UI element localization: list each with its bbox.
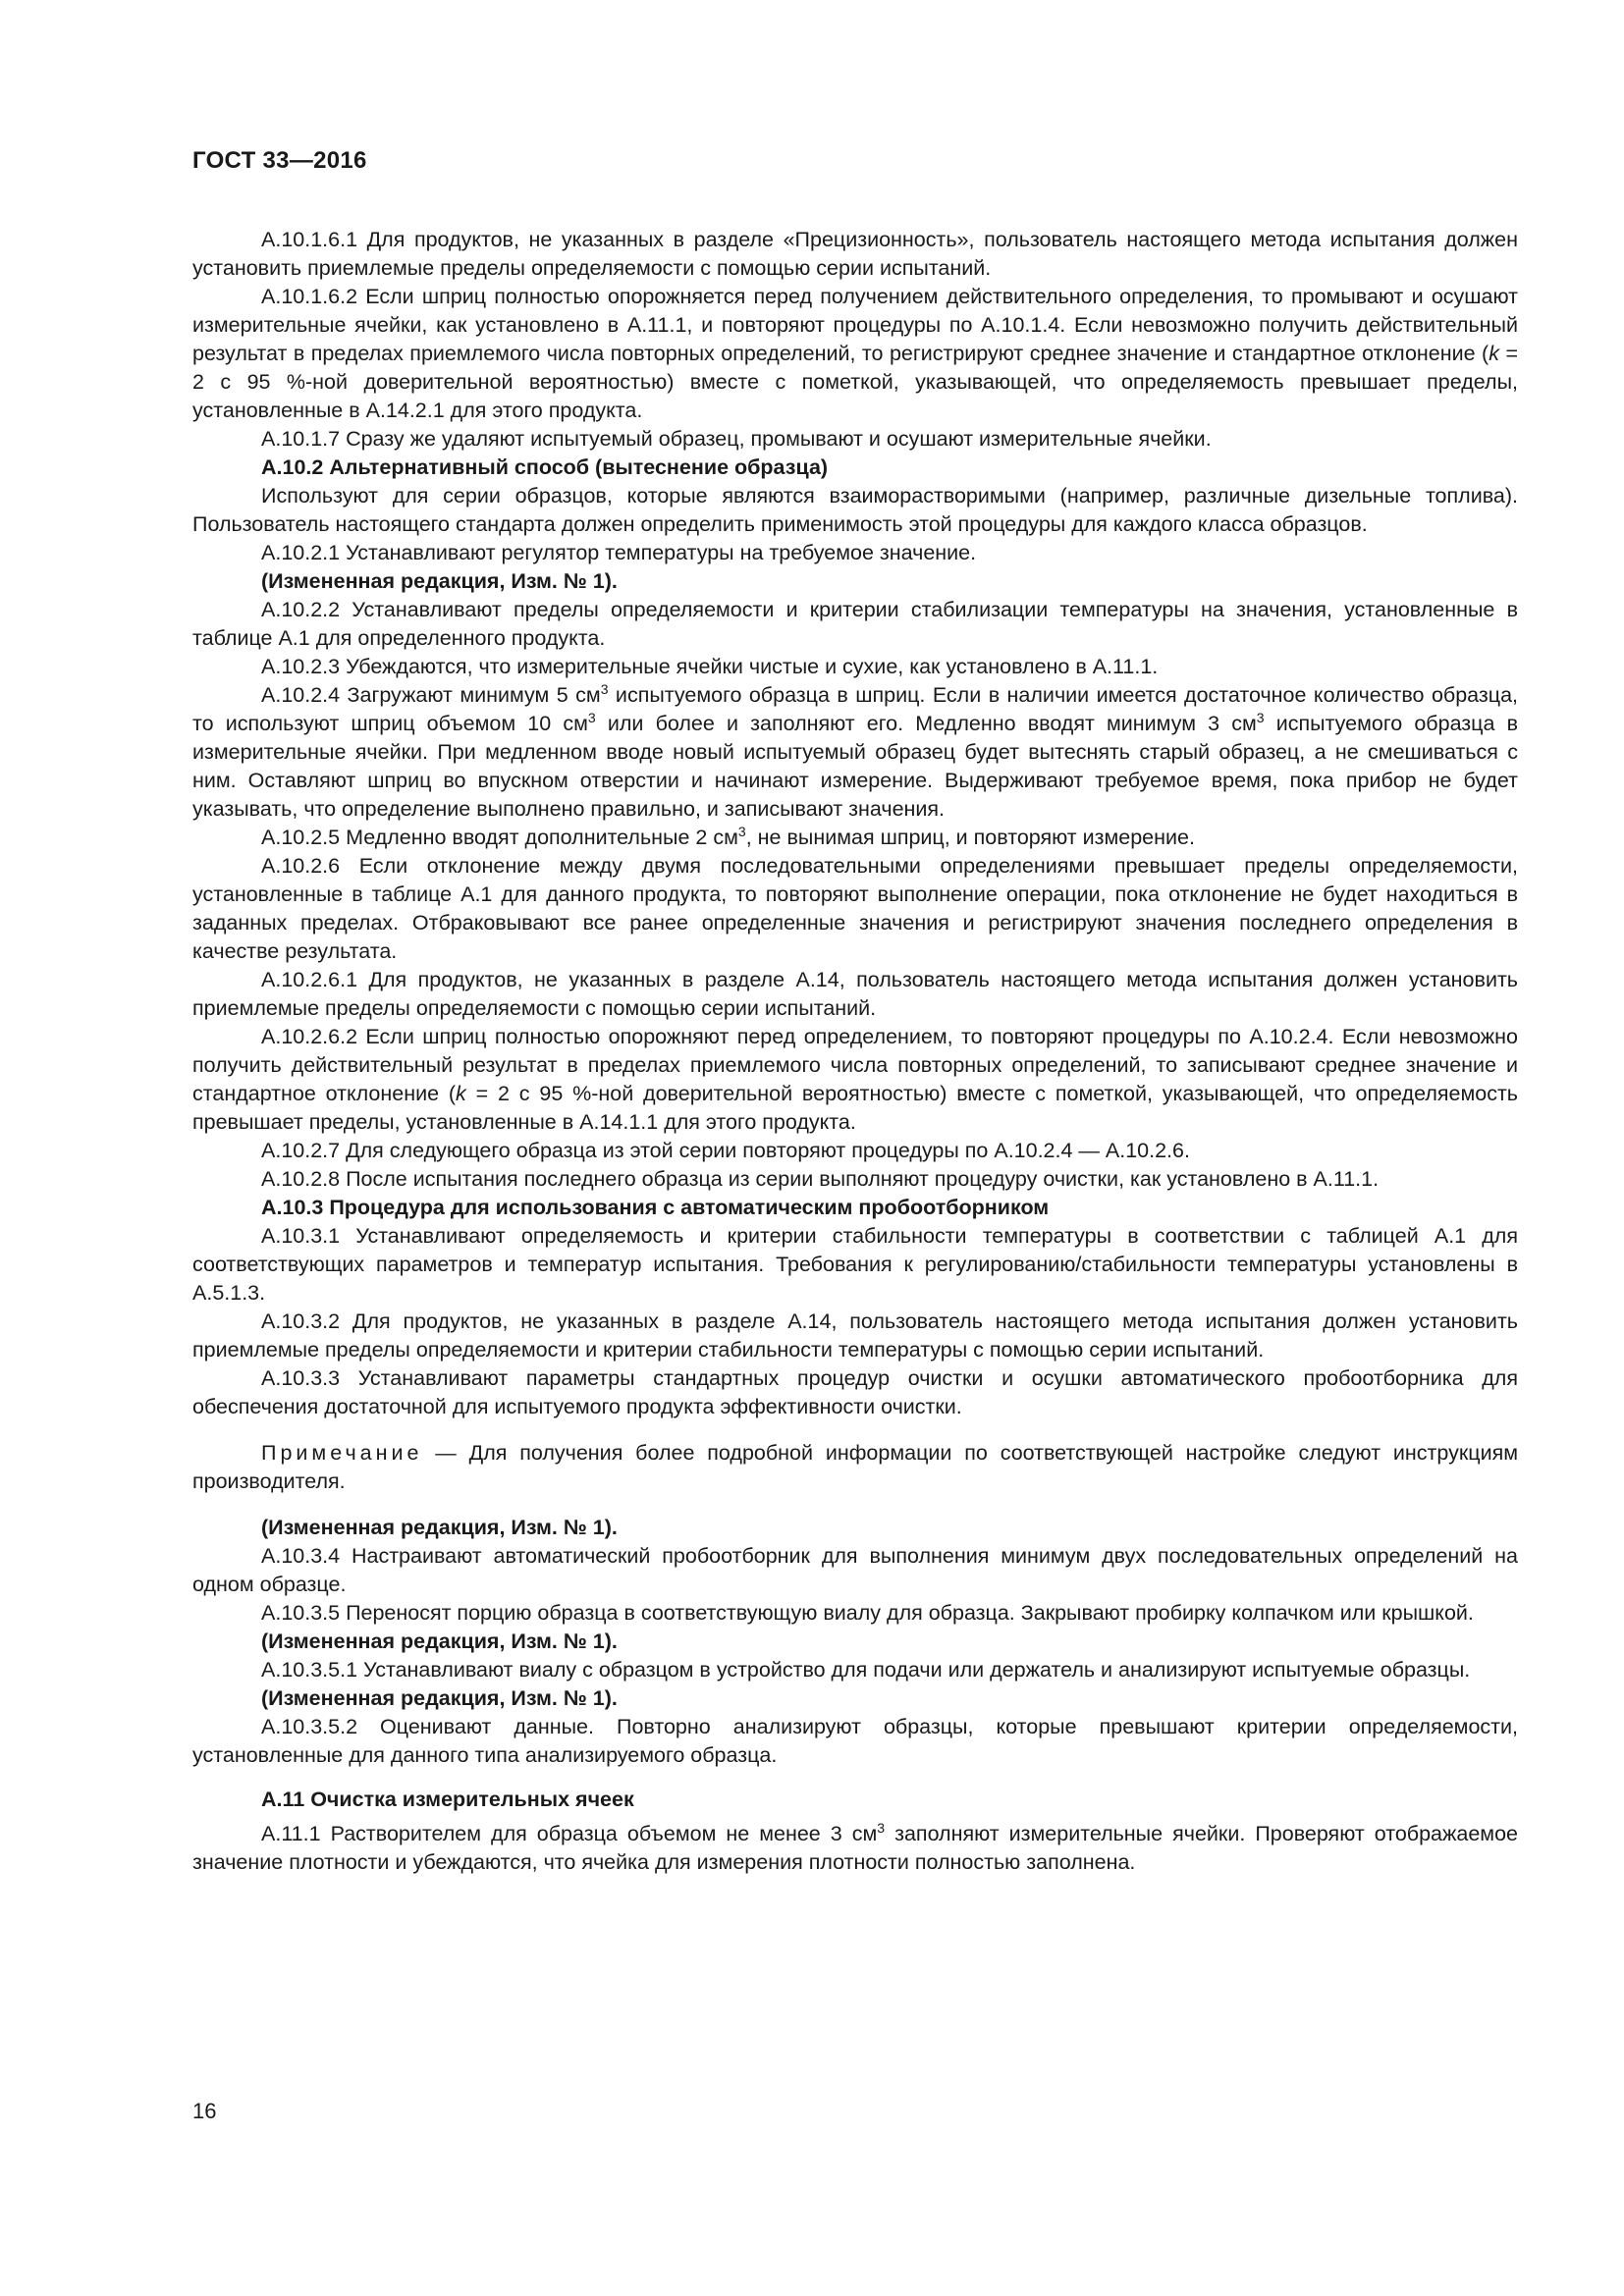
paragraph-a1021: А.10.2.1 Устанавливают регулятор температуры на требуемое значение. — [261, 541, 977, 564]
paragraph-a102-intro: Используют для серии образцов, которые являются взаиморастворимыми (например, различные дизельные топлива). Пользователь настоящего стандарта должен определить применимость этой процедуры для каждого класса образцов. — [192, 484, 1518, 536]
paragraph-a10262: А.10.2.6.2 Если шприц полностью опорожняют перед определением, то повторяют процедуры по А.10.2.4. Если невозможно получить действительный результат в пределах приемлемого числа повторных определений, то записывают среднее значение и стандартное отклонение (k = 2 с 95 %-ной доверительной вероятностью) вместе с пометкой, указывающей, что определяемость превышает пределы, установленные в А.14.1.1 для этого продукта. — [192, 1025, 1518, 1134]
paragraph-a10352: А.10.3.5.2 Оценивают данные. Повторно анализируют образцы, которые превышают критерии определяемости, установленные для данного типа анализируемого образца. — [192, 1715, 1518, 1767]
paragraph-a1027: А.10.2.7 Для следующего образца из этой серии повторяют процедуры по А.10.2.4 — А.10.2.6. — [261, 1139, 1190, 1162]
heading-a103: А.10.3 Процедура для использования с автоматическим пробоотборником — [261, 1196, 1050, 1219]
page-number: 16 — [192, 2099, 217, 2123]
document-header: ГОСТ 33—2016 — [192, 147, 367, 174]
paragraph-a1033: А.10.3.3 Устанавливают параметры стандартных процедур очистки и осушки автоматического пробоотборника для обеспечения достаточной для испытуемого продукта эффективности очистки. — [192, 1366, 1518, 1418]
paragraph-a10261: А.10.2.6.1 Для продуктов, не указанных в разделе А.14, пользователь настоящего метода испытания должен установить приемлемые пределы определяемости с помощью серии испытаний. — [192, 968, 1518, 1020]
amendment-note: (Измененная редакция, Изм. № 1). — [261, 569, 618, 593]
amendment-note: (Измененная редакция, Изм. № 1). — [261, 1629, 618, 1653]
paragraph-a1034: А.10.3.4 Настраивают автоматический пробоотборник для выполнения минимум двух последовательных определений на одном образце. — [192, 1544, 1518, 1596]
heading-a11: А.11 Очистка измерительных ячеек — [261, 1788, 634, 1811]
note: Примечание — Для получения более подробной информации по соответствующей настройке следуют инструкциям производителя. — [192, 1441, 1518, 1493]
amendment-note: (Измененная редакция, Изм. № 1). — [261, 1516, 618, 1539]
paragraph-a1028: А.10.2.8 После испытания последнего образца из серии выполняют процедуру очистки, как установлено в А.11.1. — [261, 1167, 1380, 1191]
paragraph-a1024: А.10.2.4 Загружают минимум 5 $см^3$ испытуемого образца в шприц. Если в наличии имеется достаточное количество образца, то используют шприц объемом 10 $см^3$ или более и заполняют его. Медленно вводят минимум 3 $см^3$ испытуемого образца в измерительные ячейки. При медленном вводе новый испытуемый образец будет вытеснять старый образец, а не смешиваться с ним. Оставляют шприц во впускном отверстии и начинают измерение. Выдерживают требуемое время, пока прибор не будет указывать, что определение выполнено правильно, и записывают значения. — [192, 681, 1518, 821]
paragraph-a10351: А.10.3.5.1 Устанавливают виалу с образцом в устройство для подачи или держатель и анализируют испытуемые образцы. — [261, 1658, 1471, 1682]
amendment-note: (Измененная редакция, Изм. № 1). — [261, 1686, 618, 1710]
paragraph-a111: А.11.1 Растворителем для образца объемом не менее 3 $см^3$ заполняют измерительные ячейки. Проверяют отображаемое значение плотности и убеждаются, что ячейка для измерения плотности полностью заполнена. — [192, 1820, 1518, 1874]
paragraph-a1025: А.10.2.5 Медленно вводят дополнительные 2 $см^3$, не вынимая шприц, и повторяют измерение. — [261, 824, 1195, 849]
document-body — [192, 226, 1518, 1877]
paragraph-a10161: А.10.1.6.1 Для продуктов, не указанных в разделе «Прецизионность», пользователь настоящего метода испытания должен установить приемлемые пределы определяемости с помощью серии испытаний. — [192, 228, 1518, 280]
heading-a102: А.10.2 Альтернативный способ (вытеснение образца) — [261, 455, 829, 479]
note-label: Примечание — [261, 1441, 423, 1465]
paragraph-a10162: А.10.1.6.2 Если шприц полностью опорожняется перед получением действительного определения, то промывают и осушают измерительные ячейки, как установлено в А.11.1, и повторяют процедуры по А.10.1.4. Если невозможно получить действительный результат в пределах приемлемого числа повторных определений, то регистрируют среднее значение и стандартное отклонение (k = 2 с 95 %-ной доверительной вероятностью) вместе с пометкой, указывающей, что определяемость превышает пределы, установленные в А.14.2.1 для этого продукта. — [192, 285, 1518, 422]
paragraph-a1026: А.10.2.6 Если отклонение между двумя последовательными определениями превышает пределы определяемости, установленные в таблице А.1 для данного продукта, то повторяют выполнение операции, пока отклонение не будет находиться в заданных пределах. Отбраковывают все ранее определенные значения и регистрируют значения последнего определения в качестве результата. — [192, 854, 1518, 963]
paragraph-a1031: А.10.3.1 Устанавливают определяемость и критерии стабильности температуры в соответствии с таблицей А.1 для соответствующих параметров и температур испытания. Требования к регулированию/стабильности температуры установлены в А.5.1.3. — [192, 1224, 1518, 1305]
paragraph-a1023: А.10.2.3 Убеждаются, что измерительные ячейки чистые и сухие, как установлено в А.11.1. — [261, 655, 1159, 678]
paragraph-a1022: А.10.2.2 Устанавливают пределы определяемости и критерии стабилизации температуры на значения, установленные в таблице А.1 для определенного продукта. — [192, 598, 1518, 650]
paragraph-a1035: А.10.3.5 Переносят порцию образца в соответствующую виалу для образца. Закрывают пробирку колпачком или крышкой. — [261, 1601, 1474, 1625]
paragraph-a1032: А.10.3.2 Для продуктов, не указанных в разделе А.14, пользователь настоящего метода испытания должен установить приемлемые пределы определяемости и критерии стабильности температуры с помощью серии испытаний. — [192, 1309, 1518, 1362]
paragraph-a1017: А.10.1.7 Сразу же удаляют испытуемый образец, промывают и осушают измерительные ячейки. — [261, 427, 1212, 451]
